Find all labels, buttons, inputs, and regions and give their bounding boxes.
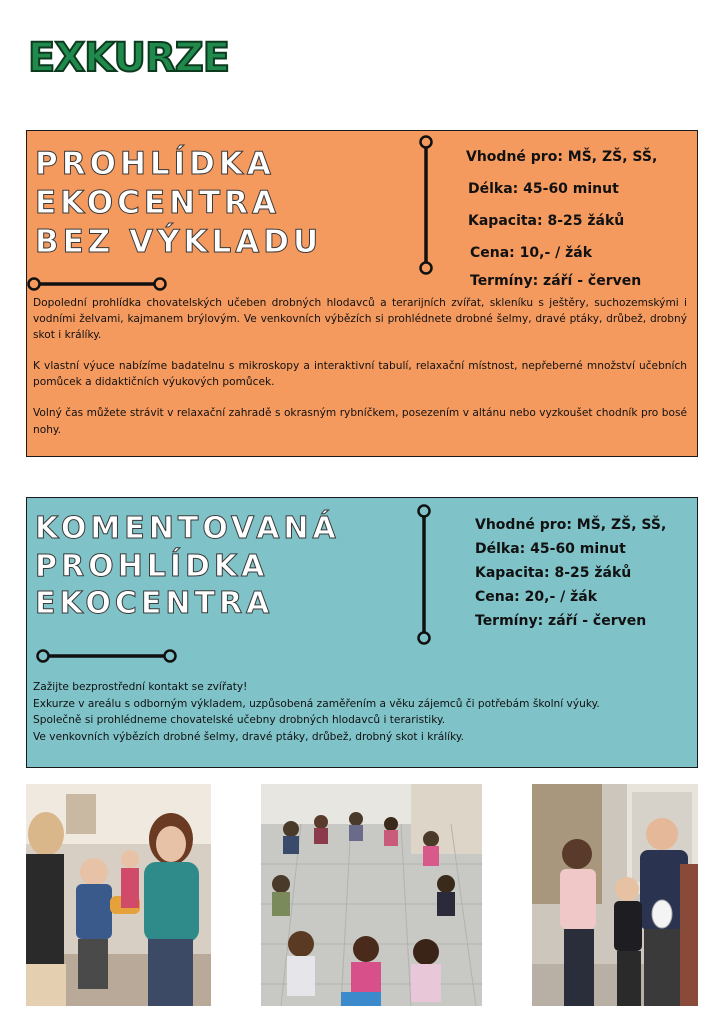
tour-description xyxy=(33,295,687,453)
description-line: Ve venkovních výbězích drobné šelmy, dravé ptáky, drůbež, drobný skot i králíky. xyxy=(33,731,464,744)
tour-title-line: KOMENTOVANÁ xyxy=(35,511,340,546)
page-title: EXKURZE xyxy=(28,35,230,81)
description-paragraph: Dopolední prohlídka chovatelských učeben drobných hlodavců a terarijních zvířat, skleníku s ještěry, suchozemskými i vodními želvami, kajmanem brýlovým. Ve venkovních výbězích si prohlédnete drobné šelmy, dravé ptáky, drůbež, drobný skot i králíky. xyxy=(33,297,687,342)
capacity: Kapacita: 8-25 žáků xyxy=(468,213,625,229)
terms: Termíny: září - červen xyxy=(470,273,642,289)
terms: Termíny: září - červen xyxy=(475,613,647,629)
tour-title-line: PROHLÍDKA xyxy=(35,548,269,584)
tour-card-without-guide xyxy=(26,130,698,457)
tour-title-line: PROHLÍDKA xyxy=(35,146,275,182)
photo-children-with-animal xyxy=(26,784,211,1006)
tour-title-line: EKOCENTRA xyxy=(35,586,274,621)
duration: Délka: 45-60 minut xyxy=(468,181,619,197)
description-paragraph: K vlastní výuce nabízíme badatelnu s mikroskopy a interaktivní tabulí, relaxační místnost, nepřeberné množství učebních pomůcek a didaktičních výukových pomůcek. xyxy=(33,360,687,389)
price: Cena: 10,- / žák xyxy=(470,245,593,261)
description-line: Zažijte bezprostřední kontakt se zvířaty! xyxy=(33,681,248,693)
price: Cena: 20,- / žák xyxy=(475,589,598,605)
description-line: Exkurze v areálu s odborným výkladem, uzpůsobená zaměřením a věku zájemců či potřebám školní výuky. xyxy=(33,697,600,710)
tour-title-line: BEZ VÝKLADU xyxy=(35,223,323,260)
tour-card-guided xyxy=(26,497,698,768)
description-line: Společně si prohlédneme chovatelské učebny drobných hlodavců i teraristiky. xyxy=(33,714,446,727)
capacity: Kapacita: 8-25 žáků xyxy=(475,565,632,581)
photo-children-with-guide xyxy=(532,784,698,1006)
duration: Délka: 45-60 minut xyxy=(475,541,626,557)
description-paragraph: Volný čas můžete strávit v relaxační zahradě s okrasným rybníčkem, posezením v altánu nebo vyzkoušet chodník pro bosé nohy. xyxy=(33,407,687,436)
tour-description xyxy=(33,679,687,746)
suitable-for: Vhodné pro: MŠ, ZŠ, SŠ, xyxy=(466,149,658,165)
suitable-for: Vhodné pro: MŠ, ZŠ, SŠ, xyxy=(475,517,667,533)
tour-title-line: EKOCENTRA xyxy=(35,184,281,221)
photo-children-sitting-circle xyxy=(261,784,482,1006)
